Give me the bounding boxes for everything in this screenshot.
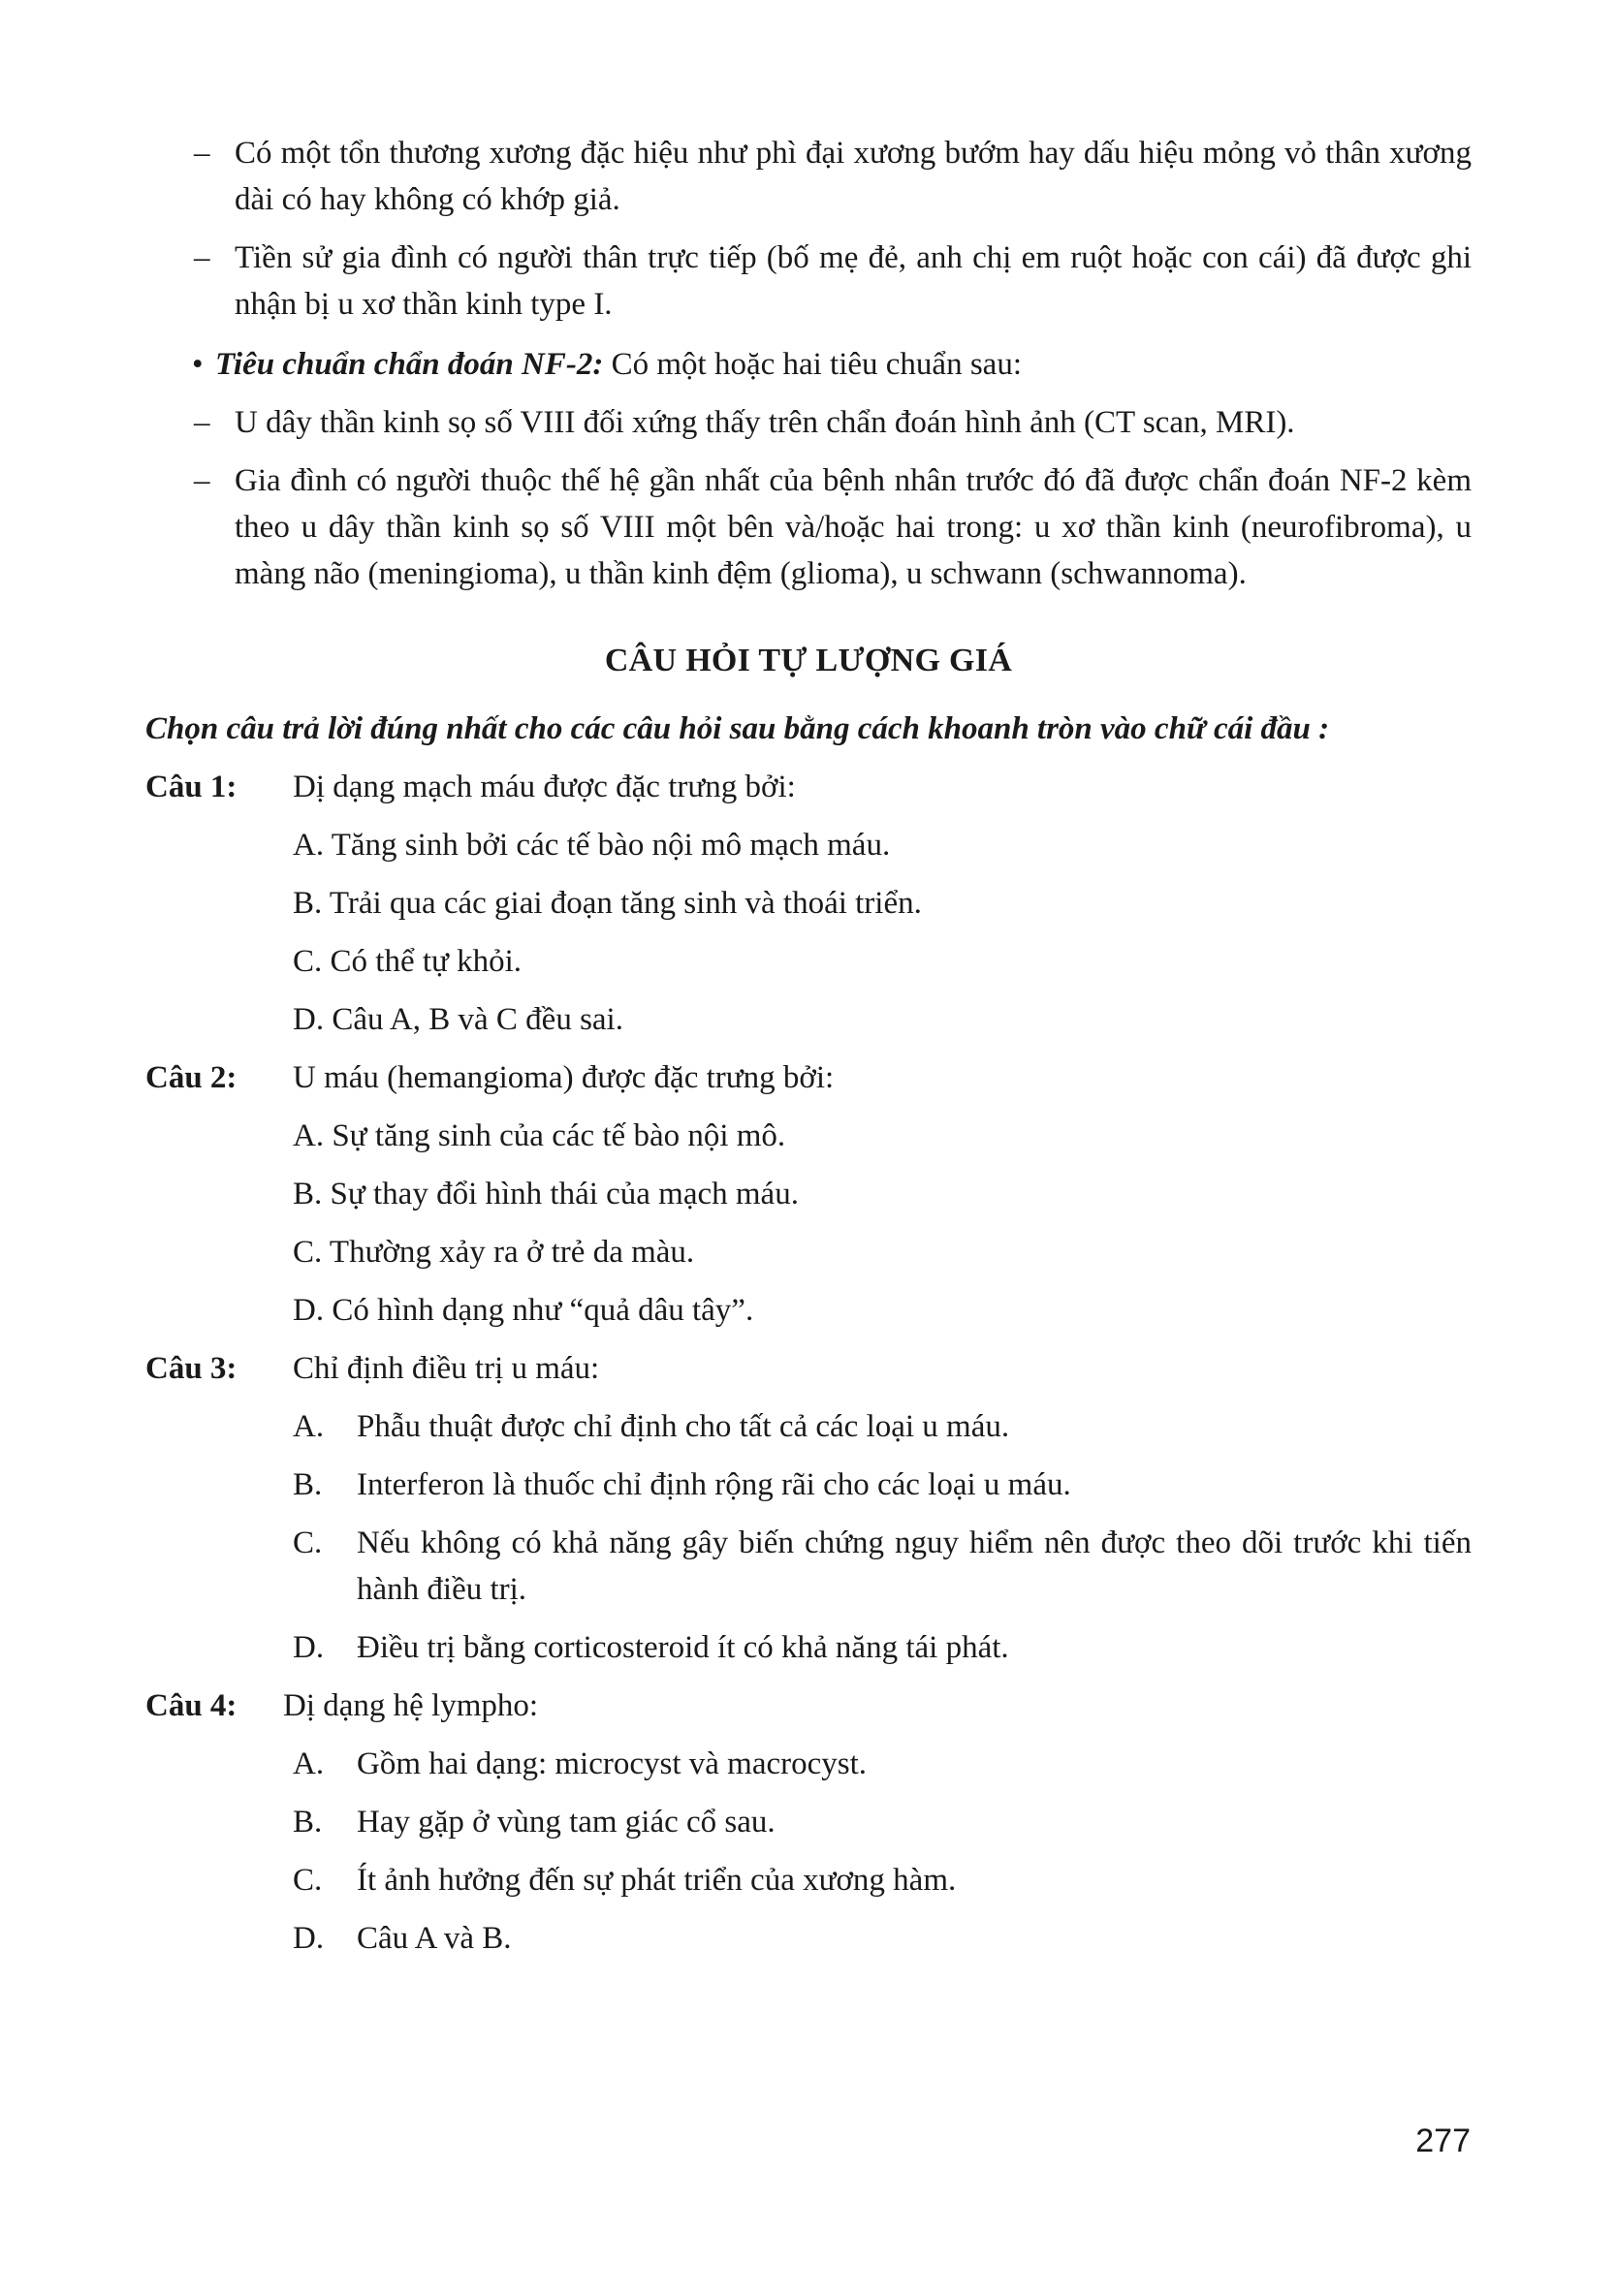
answer-option-d: D. Câu A, B và C đều sai. bbox=[293, 1002, 623, 1037]
page-number: 277 bbox=[1415, 2123, 1471, 2159]
answer-option-d bbox=[145, 1915, 1472, 1962]
option-letter: D. bbox=[293, 1630, 325, 1665]
criterion-text: Có một tổn thương xương đặc hiệu như phì đại xương bướm hay dấu hiệu mỏng vỏ thân xương dài có hay không có khớp giả. bbox=[235, 136, 1472, 217]
criterion-item bbox=[145, 399, 1472, 446]
nf2-label: Tiêu chuẩn chẩn đoán NF-2: bbox=[215, 347, 604, 382]
option-letter: D. bbox=[293, 1921, 325, 1956]
bullet-icon: • bbox=[192, 347, 204, 382]
answer-option-a bbox=[145, 1403, 1472, 1450]
question-text: U máu (hemangioma) được đặc trưng bởi: bbox=[293, 1060, 835, 1095]
question-label: Câu 1: bbox=[145, 770, 238, 804]
criterion-item bbox=[145, 130, 1472, 223]
option-letter: B. bbox=[293, 1805, 323, 1840]
question-text: Dị dạng hệ lympho: bbox=[283, 1688, 539, 1723]
question-2 bbox=[145, 1054, 1472, 1101]
option-text: Câu A và B. bbox=[357, 1921, 512, 1956]
criterion-text: Gia đình có người thuộc thế hệ gần nhất của bệnh nhân trước đó đã được chẩn đoán NF-2 kèm theo u dây thần kinh sọ số VIII một bên và/hoặc hai trong: u xơ thần kinh (neurofibroma), u màng não (meningioma), u thần kinh đệm (glioma), u schwann (schwannoma). bbox=[235, 463, 1472, 591]
option-text: Hay gặp ở vùng tam giác cổ sau. bbox=[357, 1805, 776, 1840]
dash-marker: – bbox=[194, 136, 210, 171]
answer-option-b: B. Sự thay đổi hình thái của mạch máu. bbox=[293, 1177, 799, 1211]
question-text: Chỉ định điều trị u máu: bbox=[293, 1351, 600, 1386]
question-text: Dị dạng mạch máu được đặc trưng bởi: bbox=[293, 770, 796, 804]
criterion-item bbox=[145, 457, 1472, 597]
option-letter: A. bbox=[293, 1409, 325, 1444]
criterion-item bbox=[145, 235, 1472, 328]
question-label: Câu 2: bbox=[145, 1060, 238, 1095]
option-text: Gồm hai dạng: microcyst và macrocyst. bbox=[357, 1746, 868, 1781]
answer-option-a bbox=[145, 1741, 1472, 1787]
option-letter: A. bbox=[293, 1746, 325, 1781]
question-1 bbox=[145, 764, 1472, 810]
criterion-text: U dây thần kinh sọ số VIII đối xứng thấy trên chẩn đoán hình ảnh (CT scan, MRI). bbox=[235, 405, 1295, 440]
answer-option-d: D. Có hình dạng như “quả dâu tây”. bbox=[293, 1293, 754, 1328]
answer-option-b bbox=[145, 1799, 1472, 1845]
section-title: CÂU HỎI TỰ LƯỢNG GIÁ bbox=[604, 643, 1013, 678]
answer-option-c bbox=[145, 1520, 1472, 1613]
answer-option-c: C. Có thể tự khỏi. bbox=[293, 944, 523, 979]
question-3 bbox=[145, 1345, 1472, 1392]
quiz-instruction: Chọn câu trả lời đúng nhất cho các câu hỏi sau bằng cách khoanh tròn vào chữ cái đầu : bbox=[145, 711, 1330, 746]
answer-option-a: A. Sự tăng sinh của các tế bào nội mô. bbox=[293, 1118, 786, 1153]
dash-marker: – bbox=[194, 240, 210, 275]
nf2-criteria-heading bbox=[145, 341, 1472, 388]
question-4 bbox=[145, 1683, 1472, 1729]
option-text: Phẫu thuật được chỉ định cho tất cả các loại u máu. bbox=[357, 1409, 1010, 1444]
dash-marker: – bbox=[194, 463, 210, 498]
question-label: Câu 3: bbox=[145, 1351, 238, 1386]
answer-option-a: A. Tăng sinh bởi các tế bào nội mô mạch máu. bbox=[293, 828, 891, 863]
nf2-intro: Có một hoặc hai tiêu chuẩn sau: bbox=[603, 347, 1022, 382]
criterion-text: Tiền sử gia đình có người thân trực tiếp (bố mẹ đẻ, anh chị em ruột hoặc con cái) đã được ghi nhận bị u xơ thần kinh type I. bbox=[235, 240, 1472, 322]
answer-option-b bbox=[145, 1462, 1472, 1508]
option-text: Điều trị bằng corticosteroid ít có khả năng tái phát. bbox=[357, 1630, 1009, 1665]
answer-option-d bbox=[145, 1624, 1472, 1671]
page-content bbox=[145, 130, 1472, 1973]
option-text: Interferon là thuốc chỉ định rộng rãi cho các loại u máu. bbox=[357, 1467, 1071, 1502]
option-text: Ít ảnh hưởng đến sự phát triển của xương hàm. bbox=[357, 1863, 957, 1898]
option-letter: C. bbox=[293, 1863, 323, 1898]
answer-option-b: B. Trải qua các giai đoạn tăng sinh và thoái triển. bbox=[293, 886, 922, 921]
option-letter: B. bbox=[293, 1467, 323, 1502]
question-label: Câu 4: bbox=[145, 1688, 238, 1723]
answer-option-c: C. Thường xảy ra ở trẻ da màu. bbox=[293, 1235, 695, 1270]
dash-marker: – bbox=[194, 405, 210, 440]
answer-option-c bbox=[145, 1857, 1472, 1903]
option-letter: C. bbox=[293, 1525, 323, 1560]
option-text: Nếu không có khả năng gây biến chứng nguy hiểm nên được theo dõi trước khi tiến hành điều trị. bbox=[357, 1525, 1472, 1607]
